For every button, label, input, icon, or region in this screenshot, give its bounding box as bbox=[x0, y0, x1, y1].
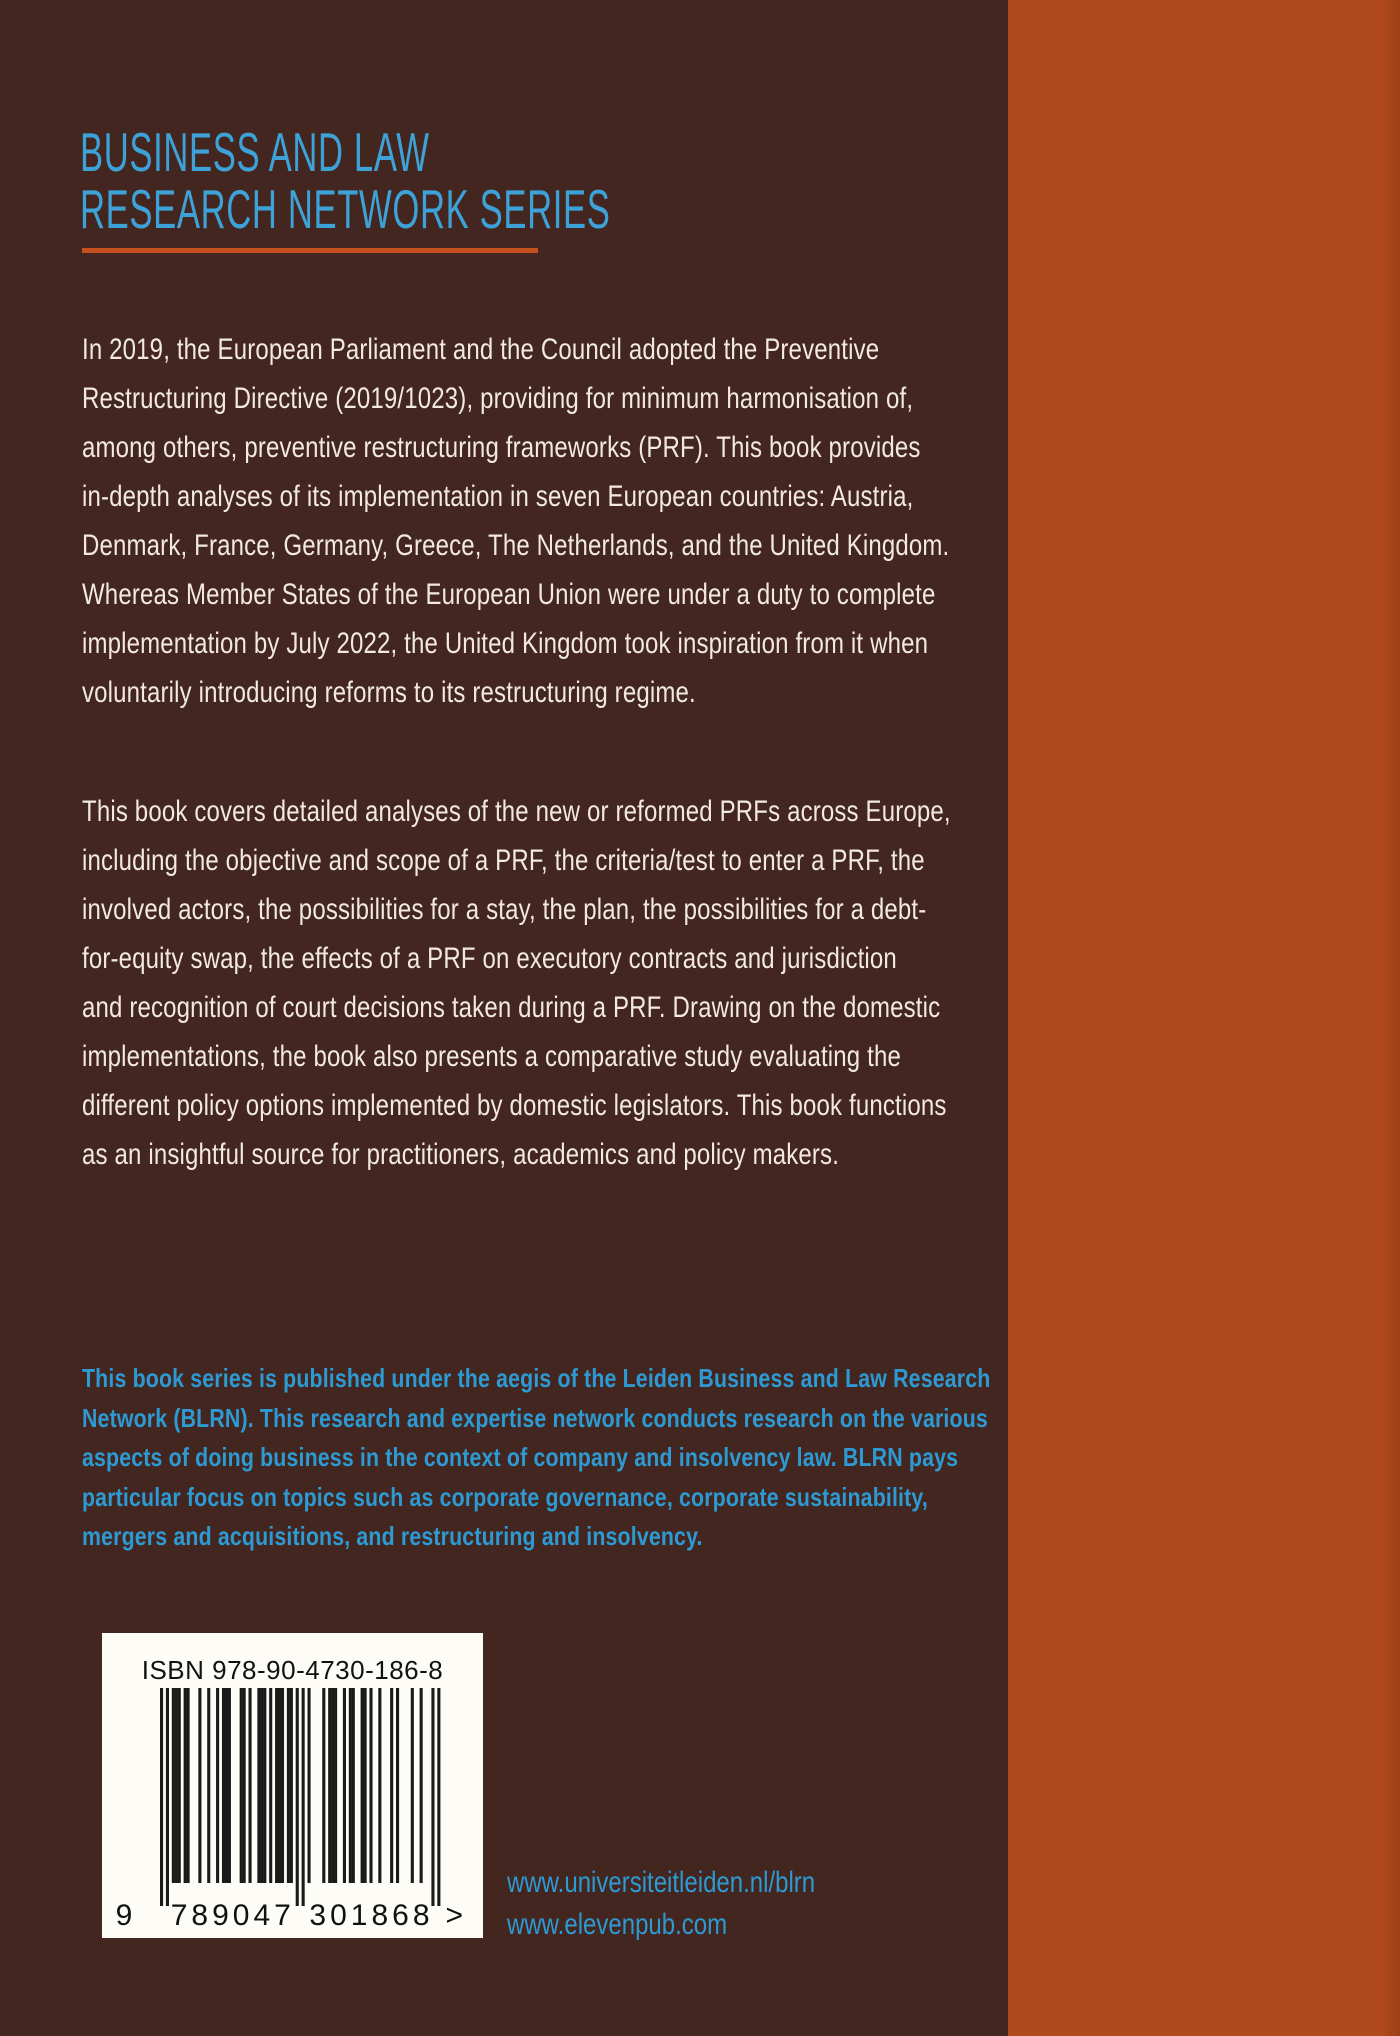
barcode-bar bbox=[263, 1688, 266, 1883]
barcode-digits: 789047 bbox=[170, 1899, 295, 1932]
barcode-bar bbox=[328, 1688, 331, 1883]
barcode-bar bbox=[352, 1688, 355, 1883]
barcode-bar bbox=[222, 1688, 225, 1883]
barcode-bar bbox=[302, 1688, 305, 1906]
barcode-digits: 9 bbox=[115, 1899, 133, 1932]
text-line: Denmark, France, Germany, Greece, The Netherlands, and the United Kingdom. bbox=[82, 529, 950, 562]
text-line: Whereas Member States of the European Union were under a duty to complete bbox=[82, 578, 936, 611]
text-line: This book covers detailed analyses of the new or reformed PRFs across Europe, bbox=[82, 795, 951, 828]
barcode-bar bbox=[240, 1688, 243, 1883]
text-line: This book series is published under the aegis of the Leiden Business and Law Research bbox=[82, 1363, 991, 1393]
barcode-bar bbox=[287, 1688, 290, 1883]
barcode-bar bbox=[296, 1688, 299, 1906]
barcode-bar bbox=[257, 1688, 260, 1883]
synopsis-paragraph-2 bbox=[82, 787, 951, 1179]
text-line: voluntarily introducing reforms to its restructuring regime. bbox=[82, 676, 696, 709]
text-line: In 2019, the European Parliament and the Council adopted the Preventive bbox=[82, 333, 880, 366]
text-line: particular focus on topics such as corporate governance, corporate sustainability, bbox=[82, 1481, 928, 1512]
title-underline-rule bbox=[82, 248, 538, 253]
series-title bbox=[80, 121, 611, 240]
barcode-bar bbox=[269, 1688, 272, 1883]
barcode-bar bbox=[420, 1688, 423, 1883]
barcode-bar bbox=[396, 1688, 399, 1883]
barcode-bar bbox=[249, 1688, 252, 1883]
website-links bbox=[507, 1862, 815, 1946]
text-line: in-depth analyses of its implementation in seven European countries: Austria, bbox=[82, 480, 914, 513]
barcode-bar bbox=[361, 1688, 364, 1883]
text-line: as an insightful source for practitioners, academics and policy makers. bbox=[82, 1138, 840, 1171]
text-line: implementation by July 2022, the United Kingdom took inspiration from it when bbox=[82, 627, 929, 660]
barcode-bar bbox=[331, 1688, 334, 1883]
series-note bbox=[82, 1359, 990, 1557]
barcode-box bbox=[102, 1633, 483, 1938]
barcode-bar bbox=[172, 1688, 175, 1883]
barcode-bar bbox=[228, 1688, 231, 1883]
text-line: aspects of doing business in the context of company and insolvency law. BLRN pays bbox=[82, 1442, 959, 1472]
ean13-barcode bbox=[102, 1683, 483, 1933]
synopsis-paragraph-1 bbox=[82, 325, 949, 717]
text-line: different policy options implemented by domestic legislators. This book functions bbox=[82, 1089, 947, 1122]
website-link: www.universiteitleiden.nl/blrn bbox=[507, 1866, 816, 1899]
barcode-bar bbox=[364, 1688, 367, 1883]
barcode-bar bbox=[260, 1688, 263, 1883]
cover-flap bbox=[1008, 0, 1400, 2036]
barcode-bar bbox=[184, 1688, 187, 1883]
series-title-line: RESEARCH NETWORK SERIES bbox=[80, 178, 611, 240]
website-link: www.elevenpub.com bbox=[507, 1908, 728, 1941]
barcode-bar bbox=[160, 1688, 163, 1906]
barcode-bar bbox=[243, 1688, 246, 1883]
barcode-bar bbox=[308, 1688, 311, 1883]
text-line: for-equity swap, the effects of a PRF on executory contracts and jurisdiction bbox=[82, 942, 897, 975]
barcode-bar bbox=[369, 1688, 372, 1883]
isbn-label: ISBN 978-90-4730-186-8 bbox=[141, 1655, 444, 1685]
text-line: Restructuring Directive (2019/1023), providing for minimum harmonisation of, bbox=[82, 382, 914, 415]
barcode-digits: > bbox=[445, 1899, 464, 1932]
barcode-bar bbox=[216, 1688, 219, 1883]
barcode-bar bbox=[281, 1688, 284, 1883]
barcode-bar bbox=[178, 1688, 181, 1883]
barcode-bar bbox=[334, 1688, 337, 1883]
barcode-bar bbox=[198, 1688, 201, 1883]
barcode-bar bbox=[322, 1688, 325, 1883]
text-line: and recognition of court decisions taken during a PRF. Drawing on the domestic bbox=[82, 991, 941, 1024]
barcode-bar bbox=[349, 1688, 352, 1883]
barcode-bar bbox=[225, 1688, 228, 1883]
text-line: mergers and acquisitions, and restructuring and insolvency. bbox=[82, 1521, 703, 1551]
text-line: Network (BLRN). This research and expertise network conducts research on the various bbox=[82, 1402, 988, 1433]
text-line: including the objective and scope of a PRF, the criteria/test to enter a PRF, the bbox=[82, 844, 925, 877]
barcode-bar bbox=[187, 1688, 190, 1883]
barcode-bar bbox=[343, 1688, 346, 1883]
barcode-bar bbox=[275, 1688, 278, 1883]
barcode-bar bbox=[290, 1688, 293, 1883]
barcode-bar bbox=[207, 1688, 210, 1883]
barcode-bar bbox=[166, 1688, 169, 1906]
barcode-bar bbox=[378, 1688, 381, 1883]
barcode-bar bbox=[411, 1688, 414, 1883]
barcode-bar bbox=[431, 1688, 434, 1906]
text-line: among others, preventive restructuring frameworks (PRF). This book provides bbox=[82, 431, 921, 464]
barcode-bar bbox=[390, 1688, 393, 1883]
text-line: implementations, the book also presents a comparative study evaluating the bbox=[82, 1040, 901, 1073]
barcode-bar bbox=[437, 1688, 440, 1906]
barcode-digits: 301868 bbox=[309, 1899, 434, 1932]
barcode-bar bbox=[278, 1688, 281, 1883]
barcode-bar bbox=[175, 1688, 178, 1883]
text-line: involved actors, the possibilities for a stay, the plan, the possibilities for a debt- bbox=[82, 893, 927, 926]
series-title-line: BUSINESS AND LAW bbox=[80, 121, 430, 183]
